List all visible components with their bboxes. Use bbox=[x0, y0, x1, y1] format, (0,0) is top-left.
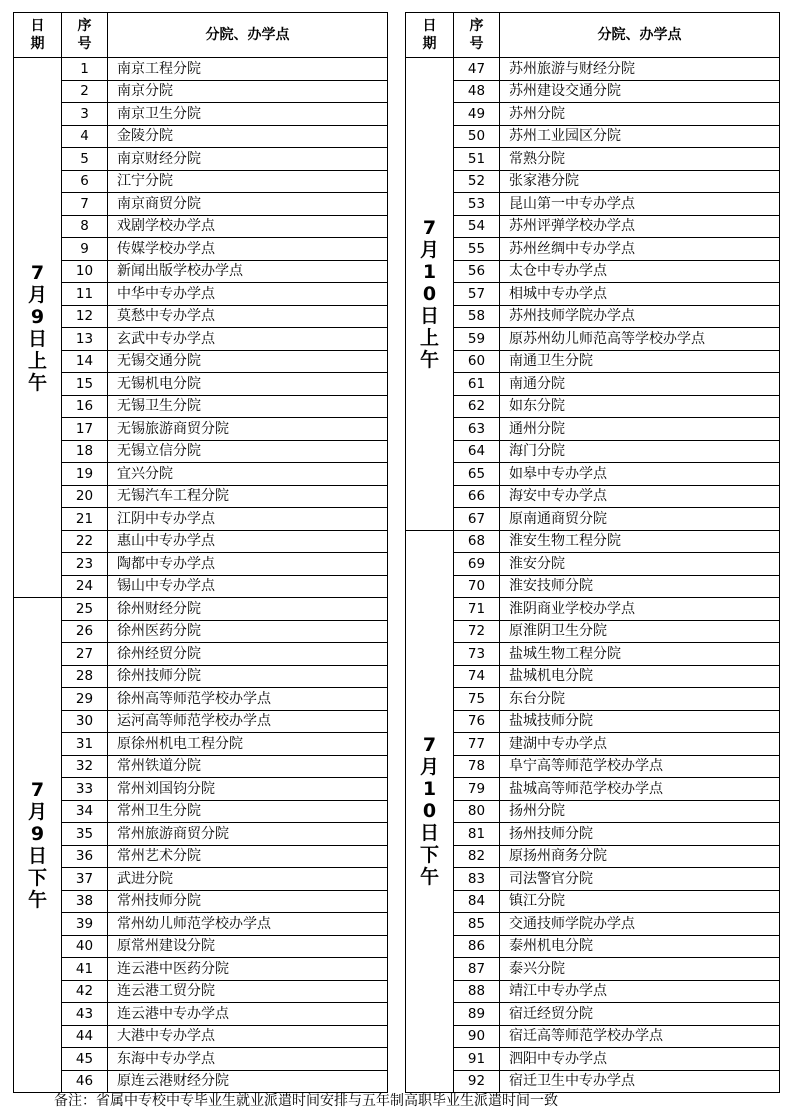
row-number: 43 bbox=[62, 1003, 108, 1026]
branch-name: 南通分院 bbox=[500, 373, 780, 396]
table-row bbox=[14, 1048, 388, 1071]
table-row bbox=[406, 373, 780, 396]
row-number: 87 bbox=[454, 958, 500, 981]
table-row bbox=[406, 733, 780, 756]
table-row bbox=[406, 328, 780, 351]
branch-name: 苏州旅游与财经分院 bbox=[500, 58, 780, 81]
table-row bbox=[14, 800, 388, 823]
row-number: 90 bbox=[454, 1025, 500, 1048]
table-row bbox=[406, 350, 780, 373]
table-row bbox=[406, 305, 780, 328]
row-number: 64 bbox=[454, 440, 500, 463]
row-number: 89 bbox=[454, 1003, 500, 1026]
branch-name: 原徐州机电工程分院 bbox=[108, 733, 388, 756]
header-branch: 分院、办学点 bbox=[108, 13, 388, 58]
branch-name: 武进分院 bbox=[108, 868, 388, 891]
table-row bbox=[14, 193, 388, 216]
row-number: 32 bbox=[62, 755, 108, 778]
branch-name: 连云港工贸分院 bbox=[108, 980, 388, 1003]
row-number: 85 bbox=[454, 913, 500, 936]
branch-name: 无锡卫生分院 bbox=[108, 395, 388, 418]
table-row bbox=[14, 58, 388, 81]
branch-name: 太仓中专办学点 bbox=[500, 260, 780, 283]
row-number: 62 bbox=[454, 395, 500, 418]
branch-name: 司法警官分院 bbox=[500, 868, 780, 891]
table-row bbox=[406, 553, 780, 576]
row-number: 21 bbox=[62, 508, 108, 531]
table-row bbox=[14, 643, 388, 666]
row-number: 5 bbox=[62, 148, 108, 171]
branch-name: 无锡机电分院 bbox=[108, 373, 388, 396]
row-number: 18 bbox=[62, 440, 108, 463]
table-row bbox=[406, 440, 780, 463]
branch-name: 常州旅游商贸分院 bbox=[108, 823, 388, 846]
table-row bbox=[14, 1003, 388, 1026]
row-number: 46 bbox=[62, 1070, 108, 1093]
branch-name: 中华中专办学点 bbox=[108, 283, 388, 306]
branch-name: 交通技师学院办学点 bbox=[500, 913, 780, 936]
table-row bbox=[14, 463, 388, 486]
table-header-row bbox=[14, 13, 388, 58]
table-row bbox=[406, 913, 780, 936]
row-number: 6 bbox=[62, 170, 108, 193]
branch-name: 原连云港财经分院 bbox=[108, 1070, 388, 1093]
row-number: 29 bbox=[62, 688, 108, 711]
row-number: 75 bbox=[454, 688, 500, 711]
row-number: 10 bbox=[62, 260, 108, 283]
branch-name: 常州技师分院 bbox=[108, 890, 388, 913]
header-num: 序号 bbox=[454, 13, 500, 58]
table-row bbox=[14, 530, 388, 553]
row-number: 61 bbox=[454, 373, 500, 396]
table-row bbox=[14, 418, 388, 441]
row-number: 71 bbox=[454, 598, 500, 621]
table-row bbox=[406, 395, 780, 418]
branch-name: 戏剧学校办学点 bbox=[108, 215, 388, 238]
row-number: 80 bbox=[454, 800, 500, 823]
branch-name: 连云港中专办学点 bbox=[108, 1003, 388, 1026]
row-number: 40 bbox=[62, 935, 108, 958]
row-number: 60 bbox=[454, 350, 500, 373]
row-number: 58 bbox=[454, 305, 500, 328]
branch-name: 原苏州幼儿师范高等学校办学点 bbox=[500, 328, 780, 351]
row-number: 31 bbox=[62, 733, 108, 756]
branch-name: 通州分院 bbox=[500, 418, 780, 441]
branch-name: 如东分院 bbox=[500, 395, 780, 418]
table-row bbox=[406, 260, 780, 283]
table-row bbox=[406, 665, 780, 688]
branch-name: 镇江分院 bbox=[500, 890, 780, 913]
row-number: 42 bbox=[62, 980, 108, 1003]
table-row bbox=[14, 665, 388, 688]
row-number: 23 bbox=[62, 553, 108, 576]
branch-name: 常州幼儿师范学校办学点 bbox=[108, 913, 388, 936]
row-number: 13 bbox=[62, 328, 108, 351]
table-row bbox=[14, 373, 388, 396]
row-number: 15 bbox=[62, 373, 108, 396]
row-number: 65 bbox=[454, 463, 500, 486]
table-row bbox=[14, 890, 388, 913]
branch-name: 大港中专办学点 bbox=[108, 1025, 388, 1048]
branch-name: 盐城生物工程分院 bbox=[500, 643, 780, 666]
date-label: 7月9日下午 bbox=[27, 779, 47, 911]
row-number: 77 bbox=[454, 733, 500, 756]
branch-name: 原常州建设分院 bbox=[108, 935, 388, 958]
table-row bbox=[14, 958, 388, 981]
row-number: 16 bbox=[62, 395, 108, 418]
branch-name: 扬州技师分院 bbox=[500, 823, 780, 846]
table-row bbox=[14, 980, 388, 1003]
branch-name: 南京分院 bbox=[108, 80, 388, 103]
row-number: 56 bbox=[454, 260, 500, 283]
branch-name: 无锡汽车工程分院 bbox=[108, 485, 388, 508]
table-row bbox=[406, 575, 780, 598]
table-row bbox=[14, 260, 388, 283]
branch-name: 盐城机电分院 bbox=[500, 665, 780, 688]
row-number: 7 bbox=[62, 193, 108, 216]
row-number: 36 bbox=[62, 845, 108, 868]
date-label: 7月10日上午 bbox=[419, 216, 439, 371]
row-number: 8 bbox=[62, 215, 108, 238]
row-number: 22 bbox=[62, 530, 108, 553]
date-cell bbox=[406, 530, 454, 1093]
branch-name: 阜宁高等师范学校办学点 bbox=[500, 755, 780, 778]
table-row bbox=[14, 440, 388, 463]
row-number: 41 bbox=[62, 958, 108, 981]
table-row bbox=[406, 643, 780, 666]
branch-name: 玄武中专办学点 bbox=[108, 328, 388, 351]
date-cell bbox=[14, 58, 62, 598]
row-number: 27 bbox=[62, 643, 108, 666]
header-date: 日期 bbox=[14, 13, 62, 58]
date-cell bbox=[14, 598, 62, 1093]
branch-name: 泗阳中专办学点 bbox=[500, 1048, 780, 1071]
branch-name: 徐州技师分院 bbox=[108, 665, 388, 688]
row-number: 55 bbox=[454, 238, 500, 261]
branch-name: 无锡旅游商贸分院 bbox=[108, 418, 388, 441]
branch-name: 宿迁卫生中专办学点 bbox=[500, 1070, 780, 1093]
table-row bbox=[14, 215, 388, 238]
row-number: 39 bbox=[62, 913, 108, 936]
branch-name: 南京财经分院 bbox=[108, 148, 388, 171]
row-number: 9 bbox=[62, 238, 108, 261]
branch-name: 东海中专办学点 bbox=[108, 1048, 388, 1071]
table-row bbox=[406, 58, 780, 81]
row-number: 44 bbox=[62, 1025, 108, 1048]
table-row bbox=[406, 868, 780, 891]
table-row bbox=[406, 980, 780, 1003]
table-row bbox=[406, 103, 780, 126]
row-number: 1 bbox=[62, 58, 108, 81]
table-row bbox=[406, 710, 780, 733]
branch-name: 徐州医药分院 bbox=[108, 620, 388, 643]
schedule-table-left bbox=[13, 12, 388, 1093]
row-number: 38 bbox=[62, 890, 108, 913]
table-row bbox=[406, 598, 780, 621]
row-number: 69 bbox=[454, 553, 500, 576]
table-row bbox=[14, 575, 388, 598]
branch-name: 江阴中专办学点 bbox=[108, 508, 388, 531]
branch-name: 常州铁道分院 bbox=[108, 755, 388, 778]
branch-name: 原淮阴卫生分院 bbox=[500, 620, 780, 643]
table-row bbox=[406, 485, 780, 508]
row-number: 45 bbox=[62, 1048, 108, 1071]
branch-name: 南京工程分院 bbox=[108, 58, 388, 81]
branch-name: 如皋中专办学点 bbox=[500, 463, 780, 486]
row-number: 78 bbox=[454, 755, 500, 778]
row-number: 48 bbox=[454, 80, 500, 103]
branch-name: 宜兴分院 bbox=[108, 463, 388, 486]
row-number: 73 bbox=[454, 643, 500, 666]
branch-name: 锡山中专办学点 bbox=[108, 575, 388, 598]
table-row bbox=[14, 913, 388, 936]
branch-name: 盐城高等师范学校办学点 bbox=[500, 778, 780, 801]
row-number: 51 bbox=[454, 148, 500, 171]
table-row bbox=[406, 215, 780, 238]
branch-name: 新闻出版学校办学点 bbox=[108, 260, 388, 283]
branch-name: 苏州评弹学校办学点 bbox=[500, 215, 780, 238]
branch-name: 淮安技师分院 bbox=[500, 575, 780, 598]
table-row bbox=[406, 80, 780, 103]
row-number: 33 bbox=[62, 778, 108, 801]
table-row bbox=[406, 508, 780, 531]
row-number: 52 bbox=[454, 170, 500, 193]
branch-name: 原扬州商务分院 bbox=[500, 845, 780, 868]
branch-name: 原南通商贸分院 bbox=[500, 508, 780, 531]
table-row bbox=[14, 598, 388, 621]
branch-name: 宿迁高等师范学校办学点 bbox=[500, 1025, 780, 1048]
table-row bbox=[14, 283, 388, 306]
table-row bbox=[14, 485, 388, 508]
table-row bbox=[406, 125, 780, 148]
row-number: 19 bbox=[62, 463, 108, 486]
row-number: 35 bbox=[62, 823, 108, 846]
branch-name: 徐州高等师范学校办学点 bbox=[108, 688, 388, 711]
table-row bbox=[14, 80, 388, 103]
branch-name: 建湖中专办学点 bbox=[500, 733, 780, 756]
row-number: 2 bbox=[62, 80, 108, 103]
branch-name: 无锡交通分院 bbox=[108, 350, 388, 373]
table-row bbox=[406, 1048, 780, 1071]
branch-name: 扬州分院 bbox=[500, 800, 780, 823]
branch-name: 泰兴分院 bbox=[500, 958, 780, 981]
table-row bbox=[14, 170, 388, 193]
table-row bbox=[406, 958, 780, 981]
branch-name: 金陵分院 bbox=[108, 125, 388, 148]
footnote: 备注：省属中专校中专毕业生就业派遣时间安排与五年制高职毕业生派遣时间一致 bbox=[54, 1093, 558, 1109]
row-number: 82 bbox=[454, 845, 500, 868]
table-row bbox=[14, 823, 388, 846]
table-row bbox=[14, 755, 388, 778]
table-row bbox=[14, 508, 388, 531]
row-number: 76 bbox=[454, 710, 500, 733]
table-row bbox=[406, 845, 780, 868]
row-number: 72 bbox=[454, 620, 500, 643]
branch-name: 南京卫生分院 bbox=[108, 103, 388, 126]
branch-name: 陶都中专办学点 bbox=[108, 553, 388, 576]
branch-name: 常州卫生分院 bbox=[108, 800, 388, 823]
table-row bbox=[406, 238, 780, 261]
table-row bbox=[14, 1025, 388, 1048]
table-row bbox=[14, 328, 388, 351]
row-number: 17 bbox=[62, 418, 108, 441]
branch-name: 常州艺术分院 bbox=[108, 845, 388, 868]
branch-name: 海门分院 bbox=[500, 440, 780, 463]
table-row bbox=[406, 1003, 780, 1026]
branch-name: 昆山第一中专办学点 bbox=[500, 193, 780, 216]
branch-name: 淮阴商业学校办学点 bbox=[500, 598, 780, 621]
branch-name: 传媒学校办学点 bbox=[108, 238, 388, 261]
branch-name: 莫愁中专办学点 bbox=[108, 305, 388, 328]
table-row bbox=[14, 778, 388, 801]
row-number: 20 bbox=[62, 485, 108, 508]
table-row bbox=[406, 193, 780, 216]
table-row bbox=[14, 305, 388, 328]
date-cell bbox=[406, 58, 454, 531]
branch-name: 淮安分院 bbox=[500, 553, 780, 576]
table-row bbox=[14, 103, 388, 126]
row-number: 4 bbox=[62, 125, 108, 148]
branch-name: 徐州财经分院 bbox=[108, 598, 388, 621]
table-row bbox=[406, 778, 780, 801]
row-number: 47 bbox=[454, 58, 500, 81]
table-row bbox=[406, 755, 780, 778]
table-row bbox=[406, 170, 780, 193]
table-row bbox=[406, 283, 780, 306]
row-number: 92 bbox=[454, 1070, 500, 1093]
table-row bbox=[406, 890, 780, 913]
row-number: 66 bbox=[454, 485, 500, 508]
table-row bbox=[14, 733, 388, 756]
table-row bbox=[14, 868, 388, 891]
row-number: 68 bbox=[454, 530, 500, 553]
branch-name: 张家港分院 bbox=[500, 170, 780, 193]
table-header-row bbox=[406, 13, 780, 58]
table-row bbox=[14, 688, 388, 711]
date-label: 7月10日下午 bbox=[419, 734, 439, 889]
table-row bbox=[14, 553, 388, 576]
row-number: 14 bbox=[62, 350, 108, 373]
row-number: 28 bbox=[62, 665, 108, 688]
table-row bbox=[406, 935, 780, 958]
row-number: 49 bbox=[454, 103, 500, 126]
table-row bbox=[14, 125, 388, 148]
row-number: 86 bbox=[454, 935, 500, 958]
row-number: 26 bbox=[62, 620, 108, 643]
table-row bbox=[14, 620, 388, 643]
row-number: 34 bbox=[62, 800, 108, 823]
branch-name: 连云港中医药分院 bbox=[108, 958, 388, 981]
table-row bbox=[406, 148, 780, 171]
branch-name: 江宁分院 bbox=[108, 170, 388, 193]
row-number: 25 bbox=[62, 598, 108, 621]
row-number: 79 bbox=[454, 778, 500, 801]
row-number: 53 bbox=[454, 193, 500, 216]
row-number: 88 bbox=[454, 980, 500, 1003]
table-row bbox=[406, 688, 780, 711]
branch-name: 苏州工业园区分院 bbox=[500, 125, 780, 148]
branch-name: 苏州技师学院办学点 bbox=[500, 305, 780, 328]
branch-name: 靖江中专办学点 bbox=[500, 980, 780, 1003]
branch-name: 苏州建设交通分院 bbox=[500, 80, 780, 103]
row-number: 84 bbox=[454, 890, 500, 913]
branch-name: 惠山中专办学点 bbox=[108, 530, 388, 553]
table-row bbox=[406, 530, 780, 553]
table-row bbox=[406, 620, 780, 643]
branch-name: 盐城技师分院 bbox=[500, 710, 780, 733]
row-number: 37 bbox=[62, 868, 108, 891]
branch-name: 东台分院 bbox=[500, 688, 780, 711]
table-row bbox=[406, 800, 780, 823]
branch-name: 泰州机电分院 bbox=[500, 935, 780, 958]
row-number: 11 bbox=[62, 283, 108, 306]
date-label: 7月9日上午 bbox=[27, 261, 47, 394]
table-row bbox=[14, 395, 388, 418]
table-row bbox=[14, 845, 388, 868]
table-row bbox=[14, 350, 388, 373]
header-branch: 分院、办学点 bbox=[500, 13, 780, 58]
branch-name: 海安中专办学点 bbox=[500, 485, 780, 508]
table-row bbox=[14, 148, 388, 171]
row-number: 70 bbox=[454, 575, 500, 598]
header-num: 序号 bbox=[62, 13, 108, 58]
table-row bbox=[406, 823, 780, 846]
row-number: 74 bbox=[454, 665, 500, 688]
row-number: 59 bbox=[454, 328, 500, 351]
row-number: 81 bbox=[454, 823, 500, 846]
header-date: 日期 bbox=[406, 13, 454, 58]
row-number: 3 bbox=[62, 103, 108, 126]
branch-name: 宿迁经贸分院 bbox=[500, 1003, 780, 1026]
branch-name: 苏州丝绸中专办学点 bbox=[500, 238, 780, 261]
table-row bbox=[14, 238, 388, 261]
schedule-table-right bbox=[405, 12, 780, 1093]
row-number: 54 bbox=[454, 215, 500, 238]
branch-name: 常熟分院 bbox=[500, 148, 780, 171]
row-number: 63 bbox=[454, 418, 500, 441]
table-row bbox=[406, 1025, 780, 1048]
branch-name: 淮安生物工程分院 bbox=[500, 530, 780, 553]
branch-name: 常州刘国钧分院 bbox=[108, 778, 388, 801]
branch-name: 无锡立信分院 bbox=[108, 440, 388, 463]
table-row bbox=[14, 935, 388, 958]
branch-name: 相城中专办学点 bbox=[500, 283, 780, 306]
row-number: 12 bbox=[62, 305, 108, 328]
branch-name: 运河高等师范学校办学点 bbox=[108, 710, 388, 733]
table-row bbox=[406, 418, 780, 441]
branch-name: 苏州分院 bbox=[500, 103, 780, 126]
row-number: 91 bbox=[454, 1048, 500, 1071]
row-number: 50 bbox=[454, 125, 500, 148]
row-number: 30 bbox=[62, 710, 108, 733]
branch-name: 南京商贸分院 bbox=[108, 193, 388, 216]
table-row bbox=[14, 710, 388, 733]
row-number: 67 bbox=[454, 508, 500, 531]
row-number: 57 bbox=[454, 283, 500, 306]
branch-name: 徐州经贸分院 bbox=[108, 643, 388, 666]
row-number: 83 bbox=[454, 868, 500, 891]
row-number: 24 bbox=[62, 575, 108, 598]
table-row bbox=[406, 463, 780, 486]
branch-name: 南通卫生分院 bbox=[500, 350, 780, 373]
